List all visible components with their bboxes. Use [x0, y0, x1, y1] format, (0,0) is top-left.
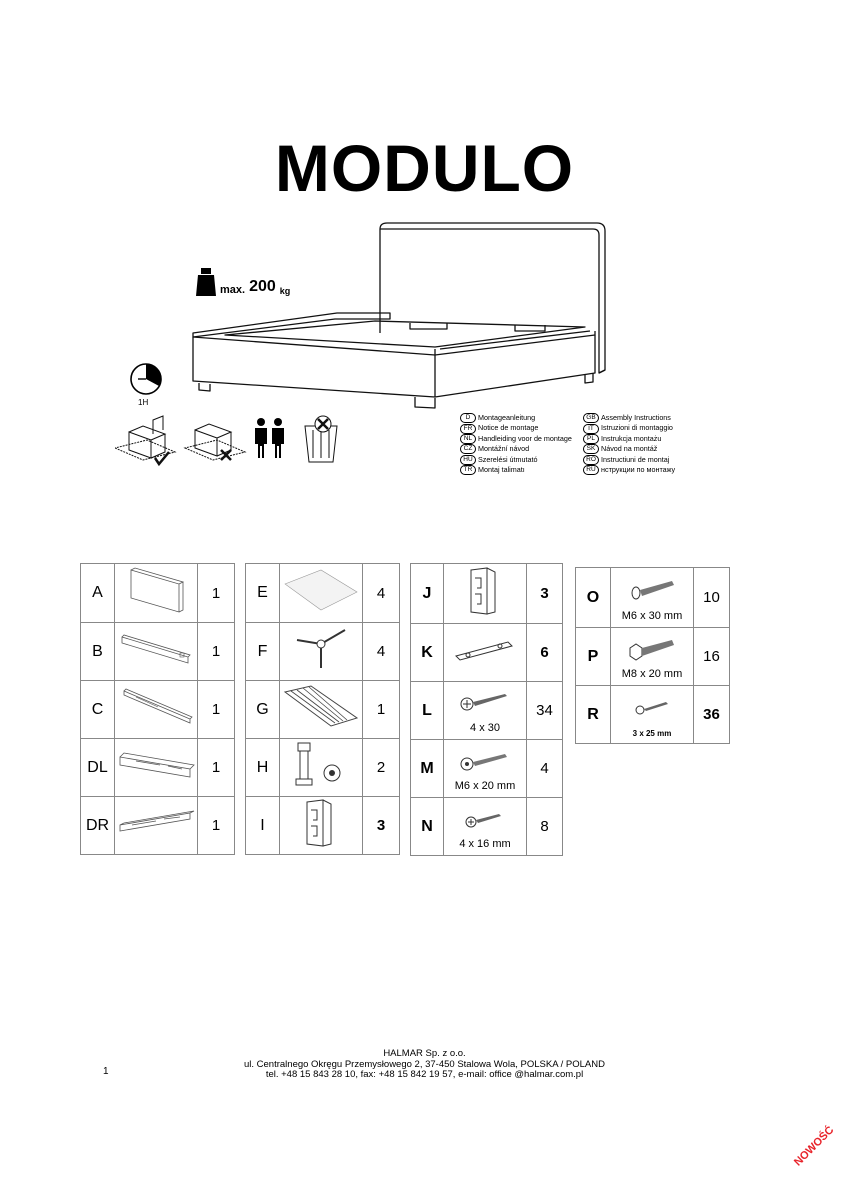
center-rail-icon — [118, 687, 194, 727]
part-caption: 4 x 30 — [470, 722, 500, 734]
base-board-icon — [281, 566, 361, 616]
adjustable-foot-icon — [286, 739, 356, 791]
wood-screw-icon — [455, 686, 515, 720]
bed-illustration — [185, 215, 615, 415]
bolt-icon — [622, 573, 682, 607]
table-row: F 4 — [246, 623, 400, 681]
part-caption: M6 x 30 mm — [621, 610, 683, 622]
slatted-frame-icon — [281, 682, 361, 732]
part-caption: 3 x 25 mm — [632, 729, 672, 738]
language-item: GB Assembly Instructions — [583, 413, 675, 423]
flat-plate-icon — [450, 630, 520, 670]
max-load-indicator — [196, 268, 290, 296]
language-list-right — [583, 413, 675, 475]
company-contact: tel. +48 15 843 28 10, fax: +48 15 842 19 57, e-mail: office @halmar.com.pl — [265, 1069, 584, 1080]
table-row: DR 1 — [81, 797, 235, 855]
language-item: CZ Montážní návod — [460, 444, 572, 454]
wood-screw-icon — [455, 802, 515, 836]
part-caption: M6 x 20 mm — [454, 780, 516, 792]
hook-bracket-icon — [301, 798, 341, 848]
hex-bolt-icon — [622, 632, 682, 666]
parts-table-bolts — [575, 567, 730, 744]
company-address: ul. Centralnego Okręgu Przemysłowego 2, 37-450 Stalowa Wola, POLSKA / POLAND — [243, 1058, 605, 1070]
company-footer — [0, 1049, 849, 1081]
wood-screw-icon — [622, 690, 682, 724]
max-load-value: 200 — [249, 278, 276, 295]
bolt-icon — [455, 744, 515, 778]
headboard-panel-icon — [121, 566, 191, 616]
table-row: P M8 x 20 mm 16 — [576, 628, 730, 686]
table-row: O M6 x 30 mm 10 — [576, 568, 730, 628]
table-row: R 3 x 25 mm 36 — [576, 686, 730, 744]
assembly-time — [128, 362, 168, 407]
table-row: H 2 — [246, 739, 400, 797]
language-item: HU Szerelési útmutató — [460, 455, 572, 465]
part-caption: M8 x 20 mm — [621, 668, 683, 680]
language-list-left — [460, 413, 572, 475]
document-title: MODULO — [274, 131, 575, 205]
table-row: K 6 — [411, 624, 563, 682]
assembly-time-label: 1H — [138, 398, 149, 407]
page-number: 1 — [103, 1066, 109, 1077]
table-row: L 4 x 30 34 — [411, 682, 563, 740]
hook-bracket-icon — [465, 566, 505, 616]
no-disposal-icon — [305, 416, 337, 462]
new-product-stamp: NOWOŚĆ — [792, 1124, 837, 1169]
foot-rail-icon — [118, 631, 194, 667]
parts-table-fittings — [410, 563, 563, 856]
table-row: DL 1 — [81, 739, 235, 797]
table-row: I 3 — [246, 797, 400, 855]
parts-table-panels — [80, 563, 235, 855]
table-row: C 1 — [81, 681, 235, 739]
language-item: D Montageanleitung — [460, 413, 572, 423]
table-row: N 4 x 16 mm 8 — [411, 798, 563, 856]
two-persons-icon — [255, 418, 284, 458]
language-item: RU нструкции по монтажу — [583, 465, 675, 475]
language-item: FR Notice de montage — [460, 423, 572, 433]
max-load-unit: kg — [279, 286, 291, 296]
company-name: HALMAR Sp. z o.o. — [383, 1048, 466, 1059]
language-item: PL Instrukcja montażu — [583, 434, 675, 444]
part-caption: 4 x 16 mm — [459, 838, 511, 850]
table-row: M M6 x 20 mm 4 — [411, 740, 563, 798]
floor-no-icon — [185, 440, 245, 460]
table-row: A 1 — [81, 564, 235, 623]
assembly-hint-icons — [115, 414, 345, 470]
language-item: NL Handleiding voor de montage — [460, 434, 572, 444]
parts-table-hardware — [245, 563, 400, 855]
right-side-rail-icon — [116, 805, 196, 841]
table-row: E 4 — [246, 564, 400, 623]
language-item: TR Montaj talimatı — [460, 465, 572, 475]
table-row: J 3 — [411, 564, 563, 624]
max-load-label: max. — [220, 284, 246, 296]
language-item: RO Instructiuni de montaj — [583, 455, 675, 465]
table-row: G 1 — [246, 681, 400, 739]
clock-icon — [128, 362, 168, 398]
leg-bracket-icon — [291, 624, 351, 674]
language-item: IT Istruzioni di montaggio — [583, 423, 675, 433]
language-item: SK Návod na montáž — [583, 444, 675, 454]
weight-icon — [196, 268, 216, 296]
left-side-rail-icon — [116, 747, 196, 783]
table-row: B 1 — [81, 623, 235, 681]
